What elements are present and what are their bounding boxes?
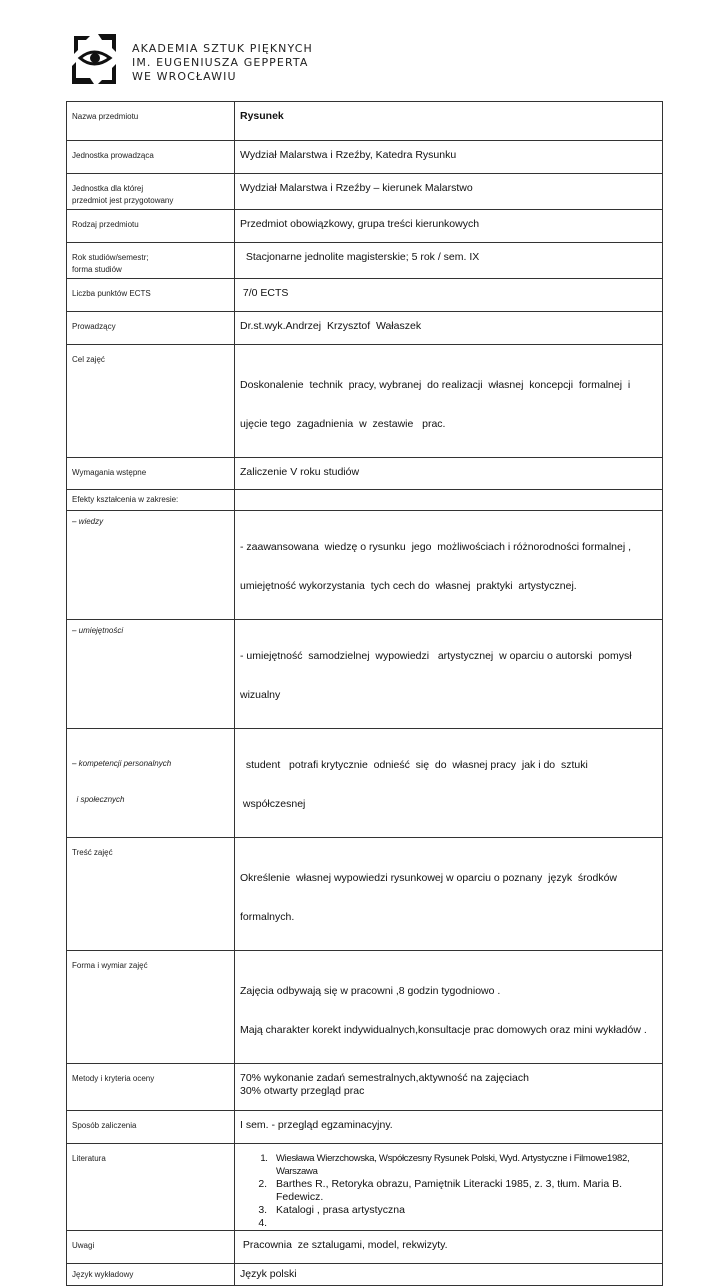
page-header: [68, 30, 468, 92]
label-notes: Uwagi: [67, 1231, 235, 1264]
row-prerequisites: [67, 458, 663, 490]
label-ects: Liczba punktów ECTS: [67, 279, 235, 312]
value-competences: [235, 729, 663, 838]
value-assessment-line2: 30% otwarty przegląd prac: [240, 1085, 365, 1097]
value-knowledge-line1: - zaawansowana wiedzę o rysunku jego możliwościach i różnorodności formalnej ,: [240, 541, 632, 553]
value-content: [235, 838, 663, 951]
label-course-type: Rodzaj przedmiotu: [67, 210, 235, 243]
label-knowledge: – wiedzy: [67, 511, 235, 620]
label-completion: Sposób zaliczenia: [67, 1111, 235, 1144]
row-literature: [67, 1144, 663, 1231]
row-content: [67, 838, 663, 951]
row-notes: [67, 1231, 663, 1264]
literature-item-1: 1. Wiesława Wierzchowska, Współczesny Rysunek Polski, Wyd. Artystyczne i Filmowe1982, Warszawa: [270, 1152, 658, 1178]
value-knowledge: [235, 511, 663, 620]
value-content-line2: formalnych.: [240, 911, 295, 923]
value-language: Język polski: [235, 1264, 663, 1286]
value-content-line1: Określenie własnej wypowiedzi rysunkowej w oparciu o poznany język środków: [240, 872, 618, 884]
label-skills: – umiejętności: [67, 620, 235, 729]
value-assessment: [235, 1064, 663, 1111]
org-name-line1: AKADEMIA SZTUK PIĘKNYCH: [132, 42, 313, 55]
literature-list: [240, 1152, 658, 1230]
row-learning-outcomes: [67, 490, 663, 511]
label-target-unit-line2: przedmiot jest przygotowany: [72, 196, 174, 205]
row-goal: [67, 345, 663, 458]
value-notes: Pracownia ze sztalugami, model, rekwizyty.: [235, 1231, 663, 1264]
row-unit: [67, 141, 663, 174]
value-course-type: Przedmiot obowiązkowy, grupa treści kierunkowych: [235, 210, 663, 243]
value-lecturer: Dr.st.wyk.Andrzej Krzysztof Wałaszek: [235, 312, 663, 345]
value-completion: I sem. - przegląd egzaminacyjny.: [235, 1111, 663, 1144]
row-ects: [67, 279, 663, 312]
label-year-semester-line2: forma studiów: [72, 265, 122, 274]
value-skills-line1: - umiejętność samodzielnej wypowiedzi artystycznej w oparciu o autorski pomysł: [240, 650, 632, 662]
value-target-unit: Wydział Malarstwa i Rzeźby – kierunek Malarstwo: [235, 174, 663, 210]
value-goal-line1: Doskonalenie technik pracy, wybranej do realizacji własnej koncepcji formalnej i: [240, 379, 631, 391]
value-form-line1: Zajęcia odbywają się w pracowni ,8 godzin tygodniowo .: [240, 985, 501, 997]
row-completion: [67, 1111, 663, 1144]
org-name-line2: IM. EUGENIUSZA GEPPERTA: [132, 56, 309, 69]
label-content: Treść zajęć: [67, 838, 235, 951]
org-name-line3: WE WROCŁAWIU: [132, 70, 237, 83]
value-competences-line1: student potrafi krytycznie odnieść się do własnej pracy jak i do sztuki: [240, 759, 588, 771]
row-competences: [67, 729, 663, 838]
label-goal: Cel zajęć: [67, 345, 235, 458]
value-form-line2: Mają charakter korekt indywidualnych,konsultacje prac domowych oraz mini wykładów .: [240, 1024, 647, 1036]
value-literature: [235, 1144, 663, 1231]
label-learning-outcomes: Efekty kształcenia w zakresie:: [67, 490, 235, 511]
label-target-unit-line1: Jednostka dla której: [72, 184, 144, 193]
row-skills: [67, 620, 663, 729]
label-competences: [67, 729, 235, 838]
label-target-unit: [67, 174, 235, 210]
label-competences-line1: – kompetencji personalnych: [72, 759, 172, 768]
label-year-semester-line1: Rok studiów/semestr;: [72, 253, 149, 262]
value-prerequisites: Zaliczenie V roku studiów: [235, 458, 663, 490]
value-skills-line2: wizualny: [240, 689, 281, 701]
label-competences-line2: i społecznych: [72, 795, 125, 804]
literature-item-3: 3. Katalogi , prasa artystyczna: [270, 1204, 658, 1217]
label-course-name: Nazwa przedmiotu: [67, 102, 235, 141]
label-assessment: Metody i kryteria oceny: [67, 1064, 235, 1111]
row-lecturer: [67, 312, 663, 345]
literature-item-4: [270, 1217, 658, 1230]
label-language: Język wykładowy: [67, 1264, 235, 1286]
value-learning-outcomes: [235, 490, 663, 511]
row-form: [67, 951, 663, 1064]
row-year-semester: [67, 243, 663, 279]
value-year-semester: Stacjonarne jednolite magisterskie; 5 rok / sem. IX: [235, 243, 663, 279]
value-unit: Wydział Malarstwa i Rzeźby, Katedra Rysunku: [235, 141, 663, 174]
value-course-name: Rysunek: [235, 102, 663, 141]
value-skills: [235, 620, 663, 729]
value-assessment-line1: 70% wykonanie zadań semestralnych,aktywność na zajęciach: [240, 1072, 529, 1084]
value-knowledge-line2: umiejętność wykorzystania tych cech do własnej praktyki artystycznej.: [240, 580, 577, 592]
label-literature: Literatura: [67, 1144, 235, 1231]
row-course-name: [67, 102, 663, 141]
value-form: [235, 951, 663, 1064]
value-ects: 7/0 ECTS: [235, 279, 663, 312]
value-competences-line2: współczesnej: [240, 798, 306, 810]
organization-name: [132, 42, 313, 84]
academy-logo-icon: [68, 30, 122, 88]
value-goal-line2: ujęcie tego zagadnienia w zestawie prac.: [240, 418, 446, 430]
label-form: Forma i wymiar zajęć: [67, 951, 235, 1064]
row-course-type: [67, 210, 663, 243]
course-syllabus-table: [66, 101, 663, 1286]
row-assessment: [67, 1064, 663, 1111]
label-prerequisites: Wymagania wstępne: [67, 458, 235, 490]
label-unit: Jednostka prowadząca: [67, 141, 235, 174]
row-language: [67, 1264, 663, 1286]
value-goal: [235, 345, 663, 458]
literature-item-2: 2. Barthes R., Retoryka obrazu, Pamiętnik Literacki 1985, z. 3, tłum. Maria B. Fedewicz.: [270, 1178, 658, 1204]
row-knowledge: [67, 511, 663, 620]
row-target-unit: [67, 174, 663, 210]
label-lecturer: Prowadzący: [67, 312, 235, 345]
label-year-semester: [67, 243, 235, 279]
